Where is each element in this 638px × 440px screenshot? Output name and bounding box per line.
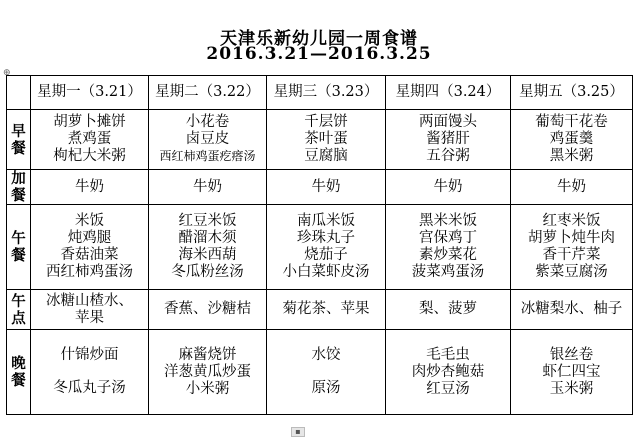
dish-cell	[267, 330, 386, 415]
dish-item: 牛奶	[75, 178, 104, 195]
date-range: 2016.3.21—2016.3.25	[206, 44, 432, 64]
dish-cell	[31, 110, 149, 170]
dish-item: 红豆米饭	[178, 213, 237, 229]
table-resize-handle-icon[interactable]: ▪	[291, 427, 305, 437]
dish-item: 什锦炒面	[60, 347, 119, 363]
meal-label-char: 餐	[11, 372, 26, 389]
meal-label-cell	[7, 110, 31, 170]
dish-item: 玉米粥	[549, 380, 594, 397]
meal-label-cell	[7, 205, 31, 290]
dish-item: 葡萄干花卷	[535, 114, 608, 130]
dish-item: 菊花茶、苹果	[282, 301, 370, 317]
dish-item: 银丝卷	[549, 346, 594, 363]
day-header-cell: 星期四（3.24）	[386, 76, 511, 110]
dish-item: 冰糖山楂水、	[46, 292, 133, 309]
dish-item: 小白菜虾皮汤	[282, 264, 370, 280]
dish-item: 毛毛虫	[426, 346, 470, 363]
dish-cell	[149, 170, 267, 205]
meal-label-char: 午	[11, 230, 26, 247]
dish-cell	[149, 290, 267, 330]
dish-item: 茶叶蛋	[304, 131, 348, 147]
meal-row	[7, 170, 633, 205]
weekly-menu-table	[6, 75, 633, 415]
dish-cell	[386, 290, 511, 330]
day-header-cell: 星期二（3.22）	[149, 76, 267, 110]
meal-label-cell	[7, 290, 31, 330]
dish-item: 苹果	[75, 309, 104, 326]
day-header-cell: 星期一（3.21）	[31, 76, 149, 110]
dish-item: 宫保鸡丁	[419, 230, 477, 246]
dish-cell	[267, 170, 386, 205]
dish-cell	[511, 330, 633, 415]
meal-row	[7, 110, 633, 170]
dish-item: 牛奶	[311, 178, 341, 195]
dish-cell	[386, 330, 511, 415]
day-header-cell: 星期五（3.25）	[511, 76, 633, 110]
dish-item: 烧茄子	[304, 247, 348, 263]
dish-cell	[386, 205, 511, 290]
dish-cell	[386, 170, 511, 205]
dish-item: 千层饼	[304, 114, 348, 130]
day-header-cell: 星期三（3.23）	[267, 76, 386, 110]
dish-item: 原汤	[311, 380, 341, 396]
dish-item: 黑米米饭	[419, 213, 477, 229]
meal-label-char: 餐	[11, 187, 26, 204]
dish-item: 水饺	[311, 347, 341, 363]
dish-item: 红豆汤	[426, 380, 470, 397]
dish-item: 牛奶	[433, 178, 463, 195]
dish-item: 炖鸡腿	[67, 230, 112, 246]
meal-label-cell	[7, 330, 31, 415]
dish-item: 素炒菜花	[419, 247, 477, 263]
dish-item: 小花卷	[185, 114, 230, 130]
meal-label-char: 点	[11, 309, 26, 327]
dish-item: 煮鸡蛋	[67, 131, 112, 147]
meal-label-char: 午	[11, 292, 26, 310]
dish-item: 肉炒杏鲍菇	[411, 363, 485, 380]
dish-item: 牛奶	[557, 178, 586, 195]
dish-item: 冬瓜粉丝汤	[171, 264, 244, 280]
dish-cell	[31, 205, 149, 290]
dish-item: 米饭	[75, 213, 104, 229]
dish-item: 酱猪肝	[426, 131, 470, 147]
dish-cell	[267, 205, 386, 290]
dish-cell	[149, 110, 267, 170]
meal-label-char: 早	[11, 122, 26, 140]
dish-cell	[511, 290, 633, 330]
dish-item: 枸杞大米粥	[53, 148, 126, 164]
menu-table-body	[7, 76, 633, 415]
meal-label-cell	[7, 170, 31, 205]
dish-item: 西红柿鸡蛋汤	[46, 264, 133, 280]
dish-item: 梨、菠萝	[419, 301, 477, 317]
dish-item: 南瓜米饭	[297, 213, 355, 229]
dish-item: 醋溜木须	[178, 230, 237, 246]
meal-row	[7, 330, 633, 415]
dish-item: 菠菜鸡蛋汤	[411, 264, 485, 280]
dish-cell	[386, 110, 511, 170]
dish-item: 胡萝卜摊饼	[53, 114, 126, 130]
dish-item: 珍珠丸子	[297, 230, 355, 246]
meal-label-char: 晚	[11, 355, 26, 372]
dish-item: 两面馒头	[419, 114, 477, 130]
dish-cell	[267, 110, 386, 170]
dish-item: 卤豆皮	[185, 131, 230, 147]
dish-cell	[31, 330, 149, 415]
dish-item: 红枣米饭	[542, 213, 601, 229]
meal-label-char: 餐	[11, 139, 26, 157]
dish-item: 香蕉、沙糖桔	[164, 301, 251, 317]
meal-label-char: 餐	[11, 247, 26, 264]
dish-item: 香干芹菜	[542, 247, 601, 263]
table-move-handle-icon[interactable]: ⊕	[3, 68, 11, 78]
dish-cell	[31, 170, 149, 205]
dish-item: 鸡蛋羹	[549, 131, 594, 147]
dish-item: 小米粥	[185, 380, 230, 397]
dish-item: 洋葱黄瓜炒蛋	[164, 363, 251, 380]
meal-row	[7, 205, 633, 290]
dish-cell	[149, 205, 267, 290]
dish-item: 西红柿鸡蛋疙瘩汤	[159, 149, 256, 163]
dish-item: 牛奶	[193, 178, 222, 195]
dish-item: 黑米粥	[549, 148, 594, 164]
corner-cell	[7, 76, 31, 110]
dish-cell	[511, 205, 633, 290]
dish-item: 冰糖梨水、柚子	[520, 301, 623, 317]
menu-title: 天津乐新幼儿园一周食谱	[220, 29, 418, 49]
dish-cell	[511, 170, 633, 205]
dish-item: 海米西葫	[178, 247, 237, 263]
dish-item: 香菇油菜	[60, 247, 119, 263]
meal-label-char: 加	[11, 170, 26, 187]
dish-item: 豆腐脑	[304, 148, 348, 164]
dish-item: 虾仁四宝	[542, 363, 601, 380]
dish-item: 胡萝卜炖牛肉	[528, 230, 615, 246]
dish-cell	[149, 330, 267, 415]
header-row	[7, 76, 633, 110]
dish-cell	[31, 290, 149, 330]
dish-cell	[267, 290, 386, 330]
dish-item: 冬瓜丸子汤	[53, 380, 126, 396]
dish-cell	[511, 110, 633, 170]
meal-row	[7, 290, 633, 330]
dish-item: 紫菜豆腐汤	[535, 264, 608, 280]
dish-item: 麻酱烧饼	[178, 346, 237, 363]
dish-item: 五谷粥	[426, 148, 470, 164]
